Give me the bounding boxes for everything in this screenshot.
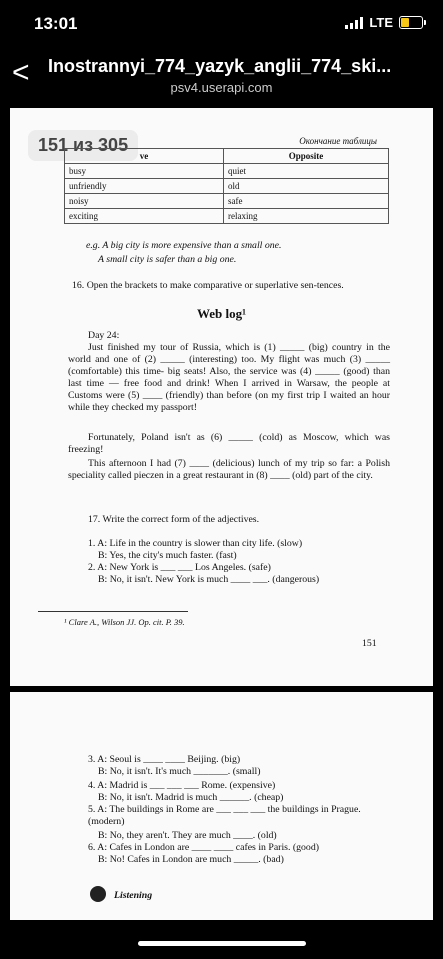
question-line: 5. A: The buildings in Rome are ___ ___ ___ the buildings in Prague. (modern) — [88, 804, 361, 827]
answer-line: B: No, it isn't. It's much _______. (small) — [98, 766, 261, 777]
table-header: ve — [65, 149, 224, 164]
question-line: 2. A: New York is ___ ___ Los Angeles. (safe) — [88, 562, 271, 573]
footnote: ¹ Clare A., Wilson JJ. Op. cit. P. 39. — [64, 617, 185, 627]
example-line: e.g. A big city is more expensive than a small one. — [86, 240, 282, 251]
answer-line: B: Yes, the city's much faster. (fast) — [98, 550, 237, 561]
section-heading: Web log¹ — [196, 306, 247, 321]
table-row: unfriendly old — [65, 179, 389, 194]
document-source: psv4.userapi.com — [170, 80, 273, 95]
answer-line: B: No! Cafes in London are much _____. (bad) — [98, 854, 284, 865]
status-bar — [0, 0, 443, 46]
question-line: 1. A: Life in the country is slower than city life. (slow) — [88, 538, 303, 549]
paragraph: Fortunately, Poland isn't as (6) _____ (cold) as Moscow, which was freezing! — [68, 432, 390, 455]
page-number: 151 — [362, 638, 377, 649]
answer-line: B: No, it isn't. New York is much ____ ___. (dangerous) — [98, 574, 320, 585]
home-indicator[interactable] — [138, 941, 306, 946]
adjectives-table — [64, 148, 389, 224]
audio-icon — [90, 886, 106, 902]
table-row: noisy safe — [65, 194, 389, 209]
table-caption: Окончание таблицы — [299, 136, 377, 146]
answer-line: B: No, they aren't. They are much ____. (old) — [98, 830, 277, 841]
table-row: exciting relaxing — [65, 209, 389, 224]
answer-line: B: No, it isn't. Madrid is much ______. (cheap) — [98, 792, 284, 803]
question-line: 3. A: Seoul is ____ ____ Beijing. (big) — [88, 754, 241, 765]
document-title: Inostrannyi_774_yazyk_anglii_774_ski... — [48, 56, 392, 76]
clock: 13:01 — [34, 14, 78, 33]
question-line: 4. A: Madrid is ___ ___ ___ Rome. (expensive) — [88, 780, 276, 791]
paragraph: Just finished my tour of Russia, which is (1) _____ (big) country in the world and one of (2) _____ (interesting) too. My flight was much (3) _____ (comfortable) this time- big seats! Also, the service was (4) _____ (good) than last time — free food and drink! When I arrived in Warsaw, the people at Customs were (5) ____ (friendly) than before (on my first trip I waited an hour while they checked my passport! — [68, 342, 390, 413]
battery-icon — [399, 16, 423, 29]
paragraph: This afternoon I had (7) ____ (delicious) lunch of my trip so far: a Polish speciality called pieczen in a great restaurant in (8) ____ (old) part of the city. — [68, 458, 390, 481]
signal-icon — [345, 17, 363, 29]
document-page[interactable] — [10, 692, 433, 920]
table-header: Opposite — [224, 149, 389, 164]
example-line: A small city is safer than a big one. — [98, 254, 237, 265]
back-icon[interactable]: < — [12, 56, 30, 89]
table-row: busy quiet — [65, 164, 389, 179]
footnote-divider — [38, 611, 188, 612]
exercise-16-instruction: 16. Open the brackets to make comparative or superlative sen-tences. — [72, 280, 344, 291]
day-label: Day 24: — [88, 330, 120, 341]
network-label: LTE — [369, 15, 393, 30]
app-header — [0, 46, 443, 104]
section-heading: Listening — [114, 890, 153, 901]
question-line: 6. A: Cafes in London are ____ ____ cafes in Paris. (good) — [88, 842, 319, 853]
document-page[interactable] — [10, 108, 433, 686]
page-counter: 151 из 305 — [28, 130, 138, 161]
exercise-17-instruction: 17. Write the correct form of the adjectives. — [88, 514, 260, 525]
